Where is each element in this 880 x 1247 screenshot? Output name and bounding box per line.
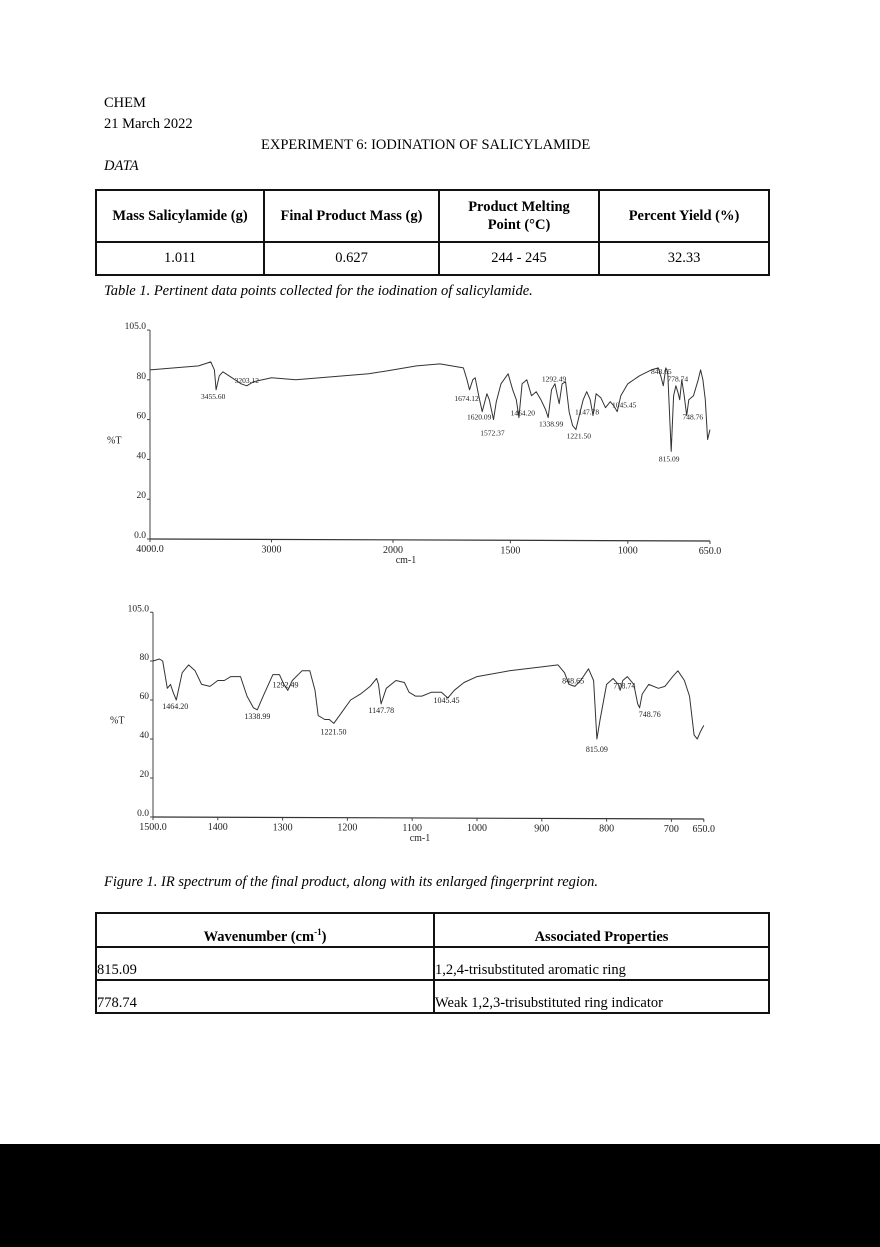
table-row — [96, 947, 769, 980]
table-header-row — [96, 913, 769, 947]
x-tick-label: 1200 — [337, 822, 358, 834]
y-tick-label: 40 — [139, 731, 149, 741]
x-tick-label: 650.0 — [692, 824, 716, 835]
cell-wavenumber: 778.74 — [96, 980, 434, 1013]
y-axis-label: %T — [107, 435, 122, 447]
x-axis-label: cm-1 — [409, 833, 431, 844]
peak-label: 1620.09 — [467, 412, 492, 422]
peak-label: 1572.37 — [480, 428, 505, 438]
peak-label: 1292.49 — [541, 374, 567, 384]
peak-label: 1464.20 — [510, 408, 535, 418]
document-title: EXPERIMENT 6: IODINATION OF SALICYLAMIDE — [261, 137, 591, 153]
peak-label: 1292.49 — [272, 680, 299, 690]
x-tick-label: 1100 — [402, 822, 423, 834]
peak-label: 748.76 — [682, 412, 704, 422]
y-tick-label: 80 — [136, 371, 146, 382]
cell-property: 1,2,4-trisubstituted aromatic ring — [434, 947, 769, 980]
chart-axes — [110, 604, 715, 844]
table-row — [96, 980, 769, 1013]
cell-melting-point: 244 - 245 — [439, 242, 599, 275]
ir-assignment-table — [95, 912, 770, 1014]
course-label: CHEM — [104, 95, 146, 111]
peak-label: 1338.99 — [244, 711, 271, 721]
header-wavenumber — [96, 913, 434, 947]
peak-label: 1338.99 — [539, 419, 564, 429]
header-final-product-mass: Final Product Mass (g) — [264, 190, 439, 242]
peak-label: 1221.50 — [566, 431, 591, 441]
peak-label: 1147.78 — [575, 407, 600, 417]
peak-label: 1674.12 — [454, 393, 479, 403]
peak-label: 778.74 — [667, 374, 689, 384]
y-tick-label: 0.0 — [134, 531, 146, 541]
x-tick-label: 900 — [534, 823, 550, 835]
header-associated-properties: Associated Properties — [434, 913, 769, 947]
cell-mass-salicylamide: 1.011 — [96, 242, 264, 275]
x-tick-label: 1500.0 — [139, 822, 167, 833]
x-axis-label: cm-1 — [395, 555, 417, 566]
peak-label: 748.76 — [638, 709, 661, 719]
report-date: 21 March 2022 — [104, 116, 193, 132]
header-mass-salicylamide: Mass Salicylamide (g) — [96, 190, 264, 242]
cell-property: Weak 1,2,3-trisubstituted ring indicator — [434, 980, 769, 1013]
peak-label: 1221.50 — [320, 727, 347, 737]
y-tick-label: 80 — [139, 653, 149, 663]
cell-wavenumber: 815.09 — [96, 947, 434, 980]
peak-label: 778.74 — [613, 681, 636, 691]
y-tick-label: 105.0 — [124, 322, 146, 333]
x-tick-label: 700 — [663, 823, 679, 835]
peak-label: 3455.60 — [200, 391, 226, 401]
cell-final-product-mass: 0.627 — [264, 242, 439, 275]
x-tick-label: 650.0 — [698, 546, 722, 557]
peak-label: 815.09 — [658, 454, 680, 464]
y-tick-label: 40 — [136, 451, 146, 462]
section-heading: DATA — [104, 158, 139, 174]
x-tick-label: 4000.0 — [136, 544, 164, 555]
bottom-black-bar — [0, 1144, 880, 1247]
header-wavenumber-text: Wavenumber (cm — [203, 929, 315, 945]
figure1-caption: Figure 1. IR spectrum of the final product, along with its enlarged fingerprint region. — [104, 874, 599, 890]
peak-label: 1147.78 — [368, 705, 395, 715]
header-wavenumber-exponent: -1 — [314, 927, 322, 938]
x-tick-label: 800 — [599, 823, 615, 835]
y-tick-label: 20 — [139, 770, 149, 780]
x-tick-label: 1000 — [467, 823, 487, 835]
x-tick-label: 2000 — [383, 544, 403, 556]
x-tick-label: 3000 — [261, 544, 282, 556]
peak-label: 3203.12 — [234, 375, 260, 385]
y-tick-label: 60 — [136, 411, 146, 422]
x-tick-label: 1400 — [207, 822, 228, 834]
peak-label: 1045.45 — [433, 696, 460, 706]
x-tick-label: 1500 — [500, 545, 521, 557]
x-tick-label: 1300 — [272, 822, 293, 834]
y-tick-label: 60 — [139, 692, 149, 702]
table1-caption: Table 1. Pertinent data points collected for the iodination of salicylamide. — [104, 283, 533, 299]
peak-label: 1464.20 — [162, 702, 189, 711]
header-percent-yield: Percent Yield (%) — [599, 190, 769, 242]
y-tick-label: 0.0 — [137, 809, 149, 819]
x-tick-label: 1000 — [617, 545, 638, 557]
spectrum-line — [153, 659, 704, 739]
y-tick-label: 20 — [136, 491, 146, 502]
peak-labels — [162, 676, 661, 754]
header-melting-point-line2: Point (°C) — [487, 217, 551, 233]
peak-label: 848.65 — [651, 366, 672, 376]
peak-label: 848.65 — [562, 676, 585, 686]
header-melting-point-line1: Product Melting — [468, 199, 570, 215]
header-wavenumber-close: ) — [321, 929, 327, 945]
y-axis-label: %T — [110, 715, 125, 727]
peak-label: 1045.45 — [611, 400, 637, 410]
cell-percent-yield: 32.33 — [599, 242, 769, 275]
y-tick-label: 105.0 — [127, 604, 149, 615]
peak-label: 815.09 — [585, 745, 608, 754]
